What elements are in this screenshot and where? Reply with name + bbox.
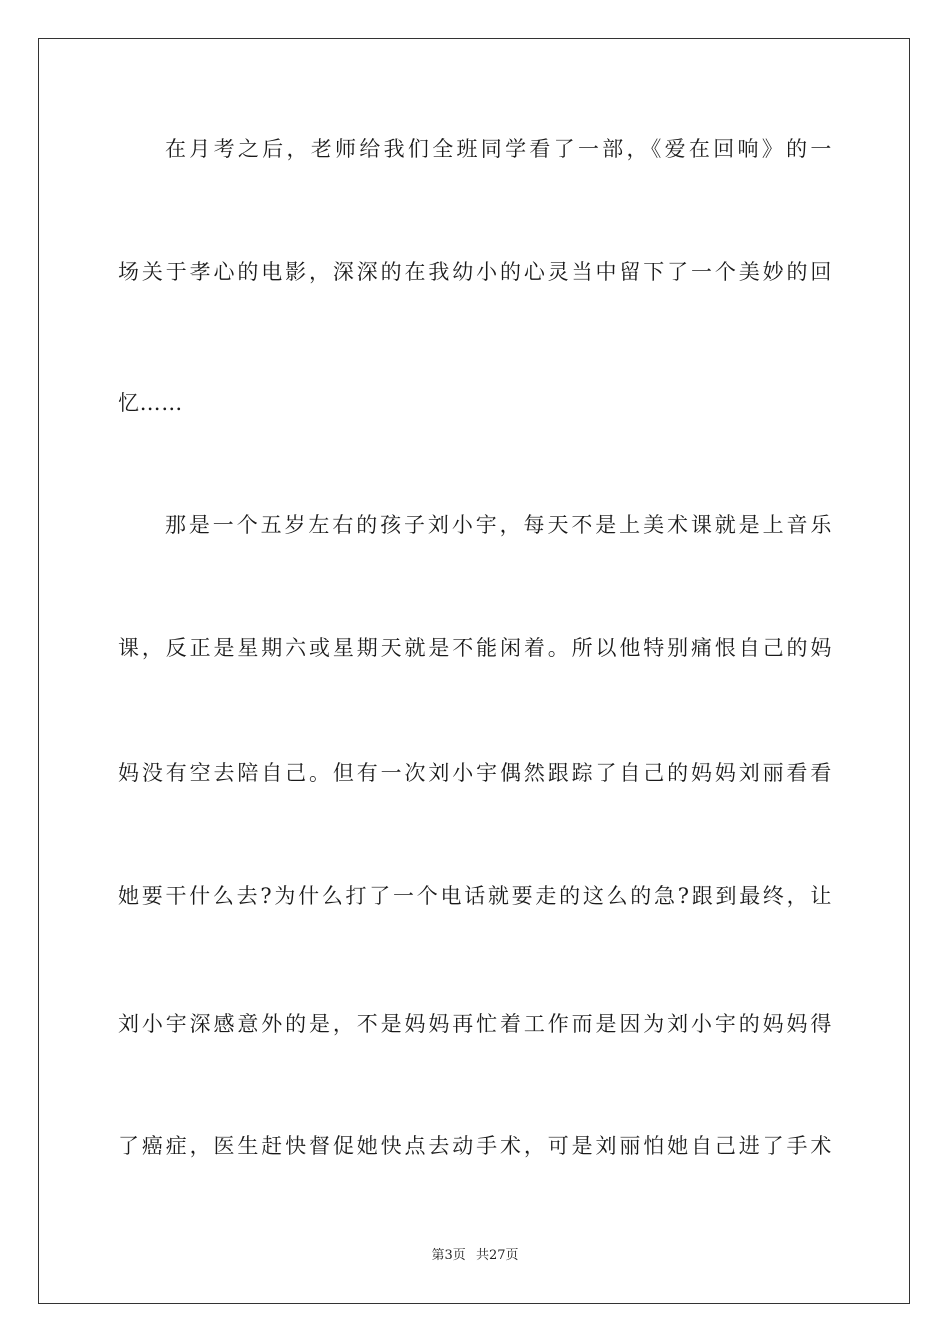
page-footer [0,1246,950,1266]
paragraph-1-line-2: 场关于孝心的电影，深深的在我幼小的心灵当中留下了一个美妙的回 [118,260,832,284]
page-border [38,38,910,1304]
paragraph-2-line-1: 那是一个五岁左右的孩子刘小宇，每天不是上美术课就是上音乐 [165,513,832,537]
paragraph-2-line-6: 了癌症，医生赶快督促她快点去动手术，可是刘丽怕她自己进了手术 [118,1134,832,1158]
paragraph-1-line-1: 在月考之后，老师给我们全班同学看了一部，《爱在回响》的一 [165,137,832,161]
paragraph-2-line-4: 她要干什么去?为什么打了一个电话就要走的这么的急?跟到最终，让 [118,884,832,908]
page-number: 第3页 [431,1248,466,1263]
paragraph-2-line-2: 课，反正是星期六或星期天就是不能闲着。所以他特别痛恨自己的妈 [118,636,832,660]
paragraph-2-line-3: 妈没有空去陪自己。但有一次刘小宇偶然跟踪了自己的妈妈刘丽看看 [118,761,832,785]
page-total: 共27页 [475,1248,519,1263]
paragraph-2-line-5: 刘小宇深感意外的是，不是妈妈再忙着工作而是因为刘小宇的妈妈得 [118,1012,832,1036]
paragraph-1-line-3: 忆…… [118,391,183,415]
